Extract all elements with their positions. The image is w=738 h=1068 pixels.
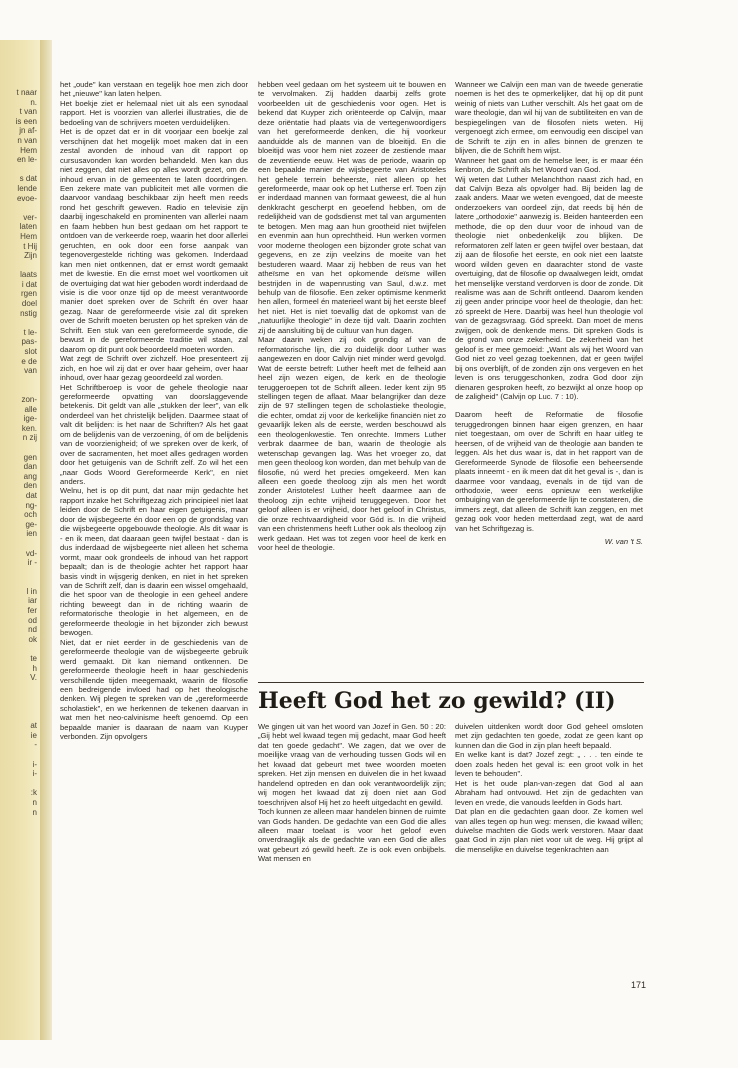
margin-fragment [0,683,40,693]
margin-fragment [0,702,40,712]
margin-fragment [0,376,40,386]
margin-fragment: at [30,721,37,731]
col1-paragraph: Het Schriftberoep is voor de gehele theologie naar gereformeerde opvatting van doorslaggevende betekenis. Dit geldt van alle „stukken der leer", van elk onderdeel van het christelijk belijden. Daarmee staat of valt dit belijden: is het naar de Schriften? Als het gaat om de belijdenis van de verzoening, óf om de belijdenis van de voorzienigheid; of we spreken over de kerk, of over de sacramenten, het moet alles gedragen worden door het getuigenis van de Schrift zelf. Zo wil het een „naar Gods Woord Gereformeerde Kerk", en niet anders. [60,382,248,487]
margin-fragment [0,539,40,549]
col1-paragraph: Welnu, het is op dit punt, dat naar mijn gedachte het rapport inzake het Schriftgezag zich principieel niet laat leiden door de Schrift en haar eigen getuigenis, maar door de wijsbegeerte én door een op de grondslag van die wijsbegeerte opgebouwde theologie. Als dit waar is - en ik meen, dat daaraan geen twijfel bestaat - dan is dus inderdaad de wijsbegeerte niet alleen het schema vormt, maar ook grondeels de inhoud van het rapport bepaalt; dan is de theologie achter het rapport haar basis vindt in wijsgerig denken, en niet in het spreken van de Schrift zelf, dan is daarin een wissel omgehaald, die het spoor van de theologie in een geheel andere richting beweegt dan in de richting waarin de reformatorische theologie in het algemeen, en de gereformeerde theologie in het bijzonder zich bewust bewogen. [60,486,248,638]
col5-paragraph: Dat plan en die gedachten gaan door. Ze komen wel van alles tegen op hun weg: mensen, die kwaad willen; duivelse machten die Gods werk verstoren. Maar daat gaat God in zijn plan niet voor uit de weg. Hij grijpt al die menselijke en duivelse tegenkrachten aan [455,807,643,854]
margin-fragment: ng- [25,500,37,510]
margin-fragment: e de [21,356,37,366]
margin-fragment: doel [21,299,37,309]
article2-column-1 [258,722,446,1022]
margin-fragment: nstig [20,308,37,318]
article2-column-2 [455,722,643,972]
margin-fragment [0,577,40,587]
margin-fragment: n [32,807,37,817]
margin-fragment: laats [20,270,37,280]
margin-fragment: ie [30,730,37,740]
margin-fragment: Hem [20,145,37,155]
margin-fragment: :k [30,788,37,798]
margin-fragment: t naar [16,88,37,97]
margin-fragment: h [32,663,37,673]
col3-paragraph: Wanneer we Calvijn een man van de tweede generatie noemen is het des te opmerkelijker, dat hij op dit punt weinig of niets van Luther verschilt. Als het gaat om de ware theologie, dan wil hij van de subtiliteiten en van de bespiegelingen van de filosofen niets weten. Hij vergenoegt zich ermee, om eenvoudig een discipel van de Schrift te zijn en in alles binnen de grenzen te blijven, die de Schrift hem wijst. [455,80,643,156]
article-headline: Heeft God het zo gewild? (II) [258,688,616,714]
col3-paragraph: Wanneer het gaat om de hemelse leer, is er maar één kenbron, de Schrift als het Woord van God. [455,155,643,175]
margin-fragment: nd [28,625,37,635]
col1-paragraph: het „oude" kan verstaan en tegelijk hoe men zich door het „nieuwe" kan laten helpen. [60,80,248,99]
margin-fragment [0,443,40,453]
col1-paragraph: Het boekje ziet er helemaal niet uit als een synodaal rapport. Het is voorzien van allerlei illustraties, die de bedoeling van de schrijvers moeten verduidelijken. [60,98,248,127]
margin-fragment: n [32,797,37,807]
margin-fragment: den [23,481,37,491]
margin-fragment: zon- [21,395,37,404]
article-column-2 [258,80,446,670]
margin-fragment: i- [32,759,37,769]
margin-fragment: i dat [21,279,37,289]
margin-fragment: t Hij [23,241,37,251]
margin-fragment: Hem [20,231,37,241]
col1-paragraph: Wat zegt de Schrift over zichzelf. Hoe presenteert zij zich, en hoe wil zij dat er over haar geheim, over haar inhoud, over haar gezag geoordeeld zal worden. [60,354,248,383]
col3-paragraph: Daarom heeft de Reformatie de filosofie teruggedrongen binnen haar eigen grenzen, en haar niet toegestaan, om over de Schrift en haar uitleg te heersen, of de vrijheid van de theologie aan banden te leggen. Als het dus waar is, dat in het rapport van de Gereformeerde Synode de filosofie een beheersende plaats inneemt - en ik meen dat dit het geval is -, dan is daarmee voor vandaag, evenals in de tijd van de orthodoxie, weer eens opnieuw een werkelijke ombuiging van de gereformeerde lijn te constateren, die immers zegt, dat alleen de Schrift kan zeggen, en met gezag ook voor heden metterdaad zegt, wat de aard van het Schriftgezag is. [455,410,643,533]
margin-fragment [0,385,40,395]
margin-fragment: dat [25,490,37,500]
margin-fragment: ken. [21,423,37,433]
page-number: 171 [630,980,646,990]
margin-fragment: ien [26,529,37,539]
margin-fragment: en le- [16,155,37,165]
margin-fragment: rgen [20,289,37,299]
margin-fragment: s dat [19,174,37,184]
section-divider [258,682,644,683]
page-fold-shadow [40,40,52,1040]
margin-fragment [0,712,40,722]
margin-fragment: ige- [23,414,37,424]
margin-fragment: laten [19,222,37,232]
col4-paragraph: We gingen uit van het woord van Jozef in Gen. 50 : 20: „Gij hebt wel kwaad tegen mij gedacht, maar God heeft dat ten goede gedacht". We zagen, dat we over de moeilijke vraag van de verhouding tussen Gods wil en het kwaad dat gebeurt met twee woorden moeten spreken. Het zijn mensen en duivelen die in het kwaad handelend optreden en dan ook verantwoordelijk zijn; wij mogen het kwaad dat zij doen niet aan God toeschrijven alsof Hij het zo heeft uitgedacht en gewild. [258,722,446,807]
col1-paragraph: Het is de opzet dat er in dit voorjaar een boekje zal verschijnen dat het mogelijk moet maken dat in een zestal avonden de inhoud van dit rapport op cursusavonden kan worden behandeld. Men kan dus niet zeggen, dat niet alles op alles wordt gezet, om de inhoud ervan in de gemeenten te laten doordringen. Een zekere mate van publiciteit met alle vormen die daarvoor vandaag beschikbaar zijn heeft men reeds rond het geschrift geweven. Radio en televisie zijn daarbij ingeschakeld en prominenten van allerlei naam en faam hebben hun best gedaan om het rapport te ontdoen van de verkeerde roep, waarin het door allerlei geruchten, en ook door een forse aanpak van tegenovergestelde richting was gekomen. Inderdaad kan men niet ontkennen, dat er ernst wordt gemaakt met de kwestie. En die ernst moet wel voortkomen uit de overtuiging dat wat hier geboden wordt inderdaad de visie is die voor onze tijd op de meest verantwoorde manier doet spreken over de Schrift én over haar gezag. Naar de gereformeerde visie zal dit spreken over de Schrift moeten berusten op het spreken ván de Schrift. Een stuk van een gereformeerde synode, die bewust in de gereformeerde traditie wil staan, zal daarom op dit punt ook beoordeeld moeten worden. [60,127,248,354]
col3-paragraph: Wij weten dat Luther Melanchthon naast zich had, en dat Calvijn Beza als opvolger had. Bij beiden lag de zaak anders. Maar we weten evengoed, dat de meeste onderzoekers van oordeel zijn, dat reeds bij hén de latere „orthodoxie" aanwezig is. Beiden hanteerden een methode, die op den duur voor de inhoud van de theologie niet onbedenkelijk zou blijken. De reformatoren zelf laten er geen twijfel over bestaan, dat zij aan de filosofie het eerste, en ook niet een laatste woord wilden geven en daarachter stond de vaste overtuiging, dat de filosofie op dwaalwegen leidt, omdat het menselijke verstand verdorven is door de zonde. Dit realisme was aan de Schrift ontleend. Daarom kenden zij geen ander principe voor heel de theologie, dan het: zó spreekt de Here. Daarbij was heel hun theologie vol van de gezagsvraag. Gód spreekt. Dan moet de mens zwijgen, ook de denkende mens. Dit spreken Gods is de grond van onze zekerheid. De zekerheid van het geloof is er mee gemoeid: „Want als wij het Woord van God niet zo veel gezag toekennen, dat er geen twijfel bij ons overblijft, of de zonden zijn ons vergeven en het leven is ons teruggeschonken, zodra God door zijn dienaren gesproken heeft, zo bezwijkt al onze hoop op de zaligheid" (Calvijn op Luc. 7 : 10). [455,174,643,401]
margin-fragment [0,203,40,213]
article-column-3 [455,80,643,670]
margin-fragment [0,318,40,328]
margin-fragment: ver- [23,212,37,222]
author-signature: W. van 't S. [604,537,643,547]
margin-fragment: V. [30,673,37,683]
margin-fragment [0,261,40,271]
margin-fragment: t van [19,107,37,117]
margin-fragment: ir - [27,558,37,568]
margin-fragment: evoe- [16,193,37,203]
margin-fragment: fer [27,606,37,616]
margin-fragment: lende [17,183,37,193]
margin-fragment: slot [24,347,37,357]
margin-fragment [0,750,40,760]
margin-fragment: och [24,510,37,520]
margin-fragment: iar [28,596,37,606]
col5-paragraph: duivelen uitdenken wordt door God geheel omsloten met zijn gedachten ten goede, zodat ze geen kant op kunnen dan die God in zijn plan heeft bepaald. [455,722,643,750]
article-column-1 [60,80,248,1000]
margin-fragment [0,779,40,789]
margin-fragment: - [34,740,37,750]
margin-fragment: n zij [22,433,37,443]
previous-page-margin [0,40,40,1040]
margin-fragment: is een [15,116,37,126]
margin-fragment: jn af- [19,126,37,136]
margin-fragment: te [30,654,37,664]
margin-fragment [0,692,40,702]
margin-fragment: gen [23,452,37,462]
margin-fragment: dan [23,462,37,472]
margin-fragment: ok [28,634,37,644]
margin-fragment: ang [23,471,37,481]
col5-paragraph: Het is het oude plan-van-zegen dat God al aan Abraham had ontvouwd. Het zijn de gedachten van leven en vrede, die vanouds leefden in Gods hart. [455,778,643,807]
col2-paragraph: Maar daarin weken zij ook grondig af van de reformatorische lijn, die zo duidelijk door Luther was aangewezen en door Calvijn niet minder werd gevolgd. Wat de eerste betreft: Luther heeft met de felheid aan heel zijn wezen eigen, de kerk en de theologie teruggeroepen tot de Schrift alleen. Ieder kent zijn 95 stellingen tegen de aflaat. Maar belangrijker dan deze zijn de 97 stellingen tegen de scholastieke theologie, die echter, omdat zij voor de kerkelijke financiën niet zo gevaarlijk leken als de eerste, werden beschouwd als een theologenkwestie. Ten onrechte. Immers Luther verbrak daarmee de ban, waarin de theologie als wetenschap gevangen lag. Was het vroeger zo, dat men geen theoloog kon worden, dan met behulp van de filosofie, nú werd het precies omgekeerd. Men kan alleen een goede theoloog zijn als men het wordt zonder Aristoteles! Luther heeft daarmee aan de theoloog zijn echte vrijheid teruggegeven. Door het geloof alleen is er vrijheid, door het geloof in Christus, die onze rechtvaardigheid voor Gód is. In die vrijheid van een christenmens heeft Luther ook als theoloog zijn werk gedaan. Het was tot zegen voor heel de kerk en voor heel de theologie. [258,335,446,553]
margin-fragment [0,165,40,175]
col2-paragraph: hebben veel gedaan om het systeem uit te bouwen en te vervolmaken. Zij hadden daarbij zelfs grote voorbeelden uit de geschiedenis voor ogen. Het is bekend dat Kuyper zich oriënteerde op Calvijn, maar deze oriëntatie had plaats via de vertegenwoordigers van het gereformeerde denken, die hij voorkeur aanduidde als de mannen van de bloeitijd. En die bloeitijd was voor hem niet zozeer de zestiende maar de zeventiende eeuw. Het was de periode, waarin op een bepaalde manier de wijsbegeerte van Aristoteles het gehele terrein beheerste, niet alleen op het gereformeerde, maar ook op het Lutherse erf. Toen zijn er inderdaad mannen van formaat geweest, die al hun denkkracht gescherpt en geoefend hebben, om de redelijkheid van de godsdienst met tal van argumenten te betogen. Men mag aan hun grootheid niet twijfelen en evenmin aan hun oprechtheid. Hun werken vormen voor moderne theologen een bijzonder grote schat van gegevens, en ze zijn veelzins de moeite van het bestuderen waard. Maar zij hebben de reus van het atheïsme en van het opkomende deïsme willen bestrijden in de wapenrusting van Saul, d.w.z. met behulp van de filosofie. Een zeker optimisme kenmerkt hen allen, formeel én materieel want bij het eerste bleef het niet. Het is niet toevallig dat de opkomst van de „natuurlijke theologie" in deze tijd valt. Daarin zochten zij de aansluiting bij de cultuur van hun dagen. [258,80,446,335]
margin-fragment: od [28,615,37,625]
margin-fragment: n. [30,97,37,107]
margin-fragment: l in [26,586,37,596]
margin-fragment: i- [32,769,37,779]
col5-paragraph: En welke kant is dat? Jozef zegt: „ . . . ten einde te doen zoals heden het geval is: een groot volk in het leven te behouden". [455,750,643,779]
margin-fragment [0,644,40,654]
margin-fragment: ge- [25,519,37,529]
margin-fragment: Zijn [24,251,37,261]
margin-fragment [0,568,40,578]
margin-fragment: van [24,366,37,376]
margin-fragment: alle [24,404,37,414]
margin-fragment: vd- [25,548,37,558]
col1-paragraph: Niet, dat er niet eerder in de geschiedenis van de gereformeerde theologie van de wijsbegeerte gebruik werd gemaakt. Dit kan niemand ontkennen. De gereformeerde theologie heeft in haar geschiedenis verschillende tijden meegemaakt, waarin de filosofie een bedreigende invloed had op het theologische denken. Wij plegen te spreken van de „gereformeerde scholastiek", en we herkennen de tekenen daarvan in wat men het neo-calvinisme heeft genoemd. Op een bepaalde manier is daaraan de naam van Kuyper verbonden. Zijn opvolgers [60,637,248,742]
margin-fragment: n van [17,135,37,145]
margin-fragment: pas- [21,337,37,347]
col4-paragraph: Toch kunnen ze alleen maar handelen binnen de ruimte van Gods handen. De gedachte van een God die alles alleen maar toelaat is voor het geloof even onverdraaglijk als de gedachte van een God die alles wat gebeurt zó gewild heeft. Ze is ook even onbijbels. Wat mensen en [258,807,446,864]
margin-fragment: t le- [23,327,37,337]
